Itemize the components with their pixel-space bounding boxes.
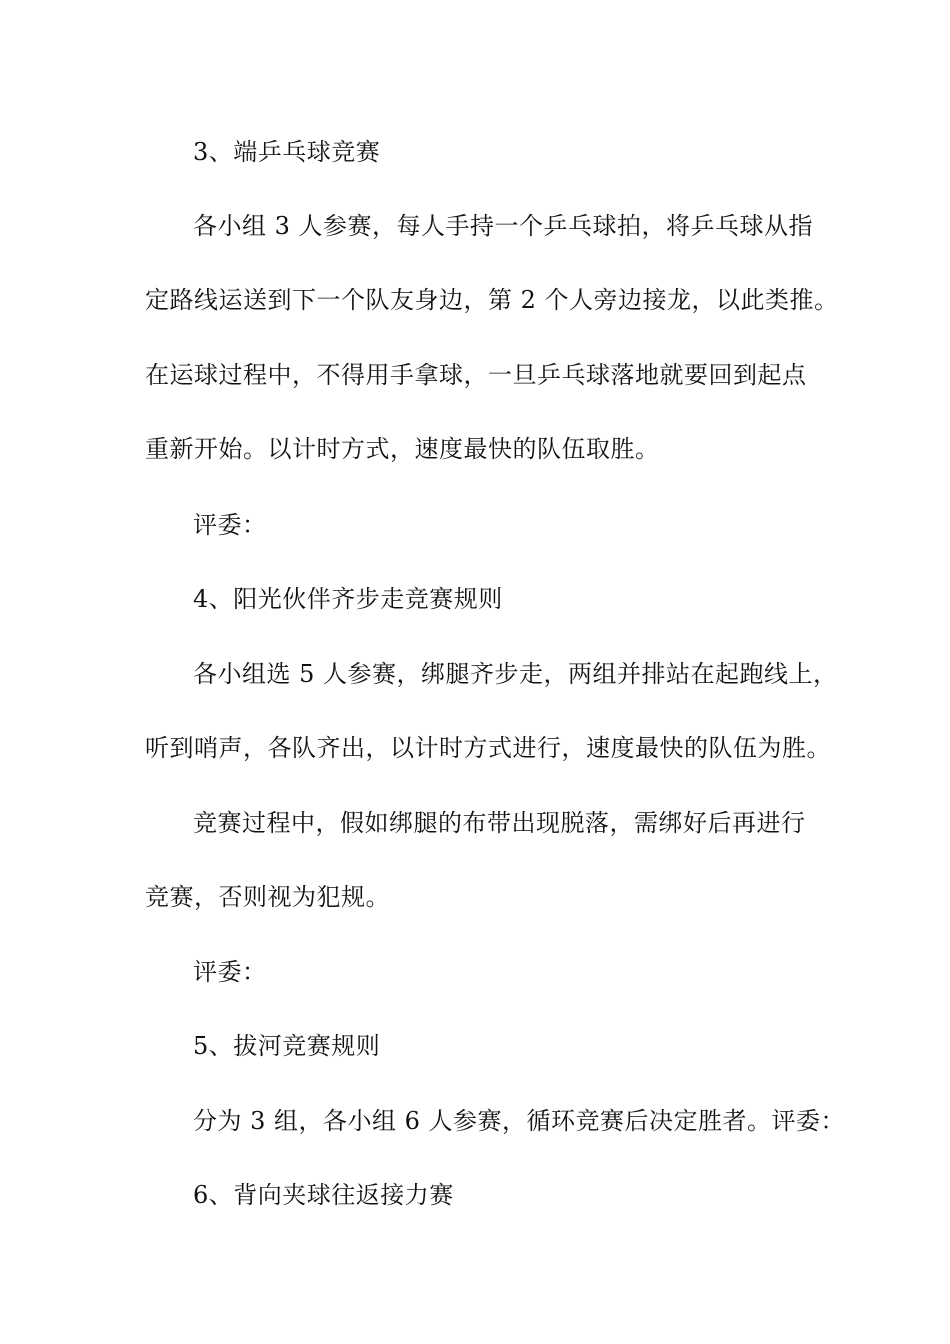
paragraph-line: 定路线运送到下一个队友身边，第 2 个人旁边接龙，以此类推。 <box>145 286 839 314</box>
paragraph-line: 重新开始。以计时方式，速度最快的队伍取胜。 <box>145 435 660 463</box>
paragraph-line: 各小组 3 人参赛，每人手持一个乒乓球拍，将乒乓球从指 <box>193 212 814 240</box>
section-heading-5: 5、拔河竞赛规则 <box>193 1032 381 1060</box>
section-heading-4: 4、阳光伙伴齐步走竞赛规则 <box>193 585 503 613</box>
judge-label: 评委： <box>193 511 267 539</box>
paragraph-line: 竞赛过程中，假如绑腿的布带出现脱落，需绑好后再进行 <box>193 809 806 837</box>
paragraph-line: 听到哨声，各队齐出，以计时方式进行，速度最快的队伍为胜。 <box>145 734 831 762</box>
section-heading-6: 6、背向夹球往返接力赛 <box>193 1181 454 1209</box>
section-heading-3: 3、端乒乓球竞赛 <box>193 138 381 166</box>
paragraph-line: 竞赛，否则视为犯规。 <box>145 883 390 911</box>
judge-label: 评委： <box>193 958 267 986</box>
paragraph-line: 在运球过程中，不得用手拿球，一旦乒乓球落地就要回到起点 <box>145 361 807 389</box>
paragraph-line: 各小组选 5 人参赛，绑腿齐步走，两组并排站在起跑线上， <box>193 660 838 688</box>
paragraph-line: 分为 3 组，各小组 6 人参赛，循环竞赛后决定胜者。评委： <box>193 1107 846 1135</box>
